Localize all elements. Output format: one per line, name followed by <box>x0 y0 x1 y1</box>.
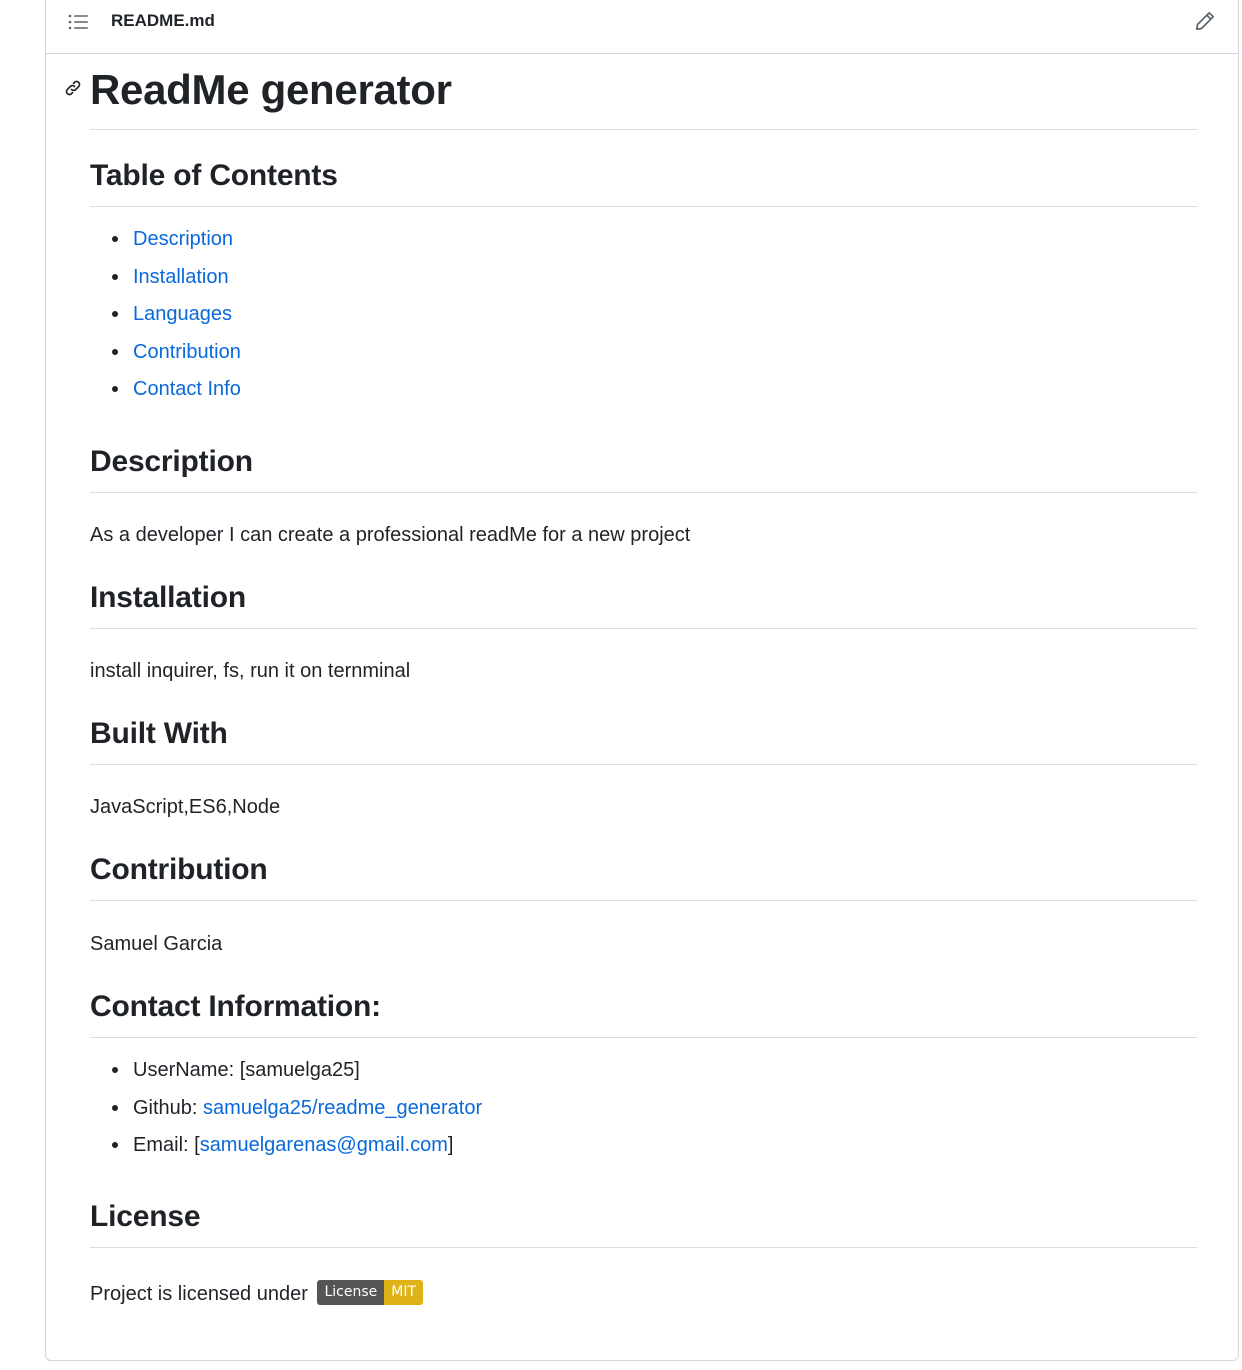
email-label: Email: <box>133 1134 195 1156</box>
built-with-heading: Built With <box>90 714 1197 765</box>
toc-link-installation[interactable]: Installation <box>133 265 229 288</box>
toc-link-description[interactable]: Description <box>133 228 234 250</box>
description-text: As a developer I can create a professional readMe for a new project <box>90 524 691 546</box>
email-open-bracket: [ <box>194 1134 200 1156</box>
email-link[interactable]: samuelgarenas@gmail.com <box>199 1134 448 1156</box>
badge-value: MIT <box>384 1280 423 1305</box>
description-heading: Description <box>90 442 1197 493</box>
readme-container <box>45 0 1239 1361</box>
github-label: Github: <box>133 1096 204 1119</box>
contact-list <box>90 1056 482 1169</box>
file-name[interactable]: README.md <box>111 11 215 30</box>
toc-heading: Table of Contents <box>90 156 1197 207</box>
contact-heading: Contact Information: <box>90 987 1197 1038</box>
license-line <box>90 1280 423 1308</box>
list-item <box>133 1056 482 1084</box>
link-icon[interactable] <box>63 78 83 98</box>
license-text: Project is licensed under <box>90 1283 308 1305</box>
toc-link-contribution[interactable]: Contribution <box>133 340 241 363</box>
installation-heading: Installation <box>90 578 1197 629</box>
list-item <box>133 338 241 366</box>
license-badge[interactable] <box>317 1280 423 1305</box>
github-link[interactable]: samuelga25/readme_generator <box>203 1096 483 1119</box>
badge-label: License <box>317 1280 384 1305</box>
built-with-text: JavaScript,ES6,Node <box>90 796 281 818</box>
list-item <box>133 263 241 291</box>
list-item <box>133 225 241 253</box>
readme-header <box>46 0 1238 54</box>
contribution-text: Samuel Garcia <box>90 933 223 955</box>
email-close-bracket: ] <box>447 1134 454 1156</box>
list-item <box>133 300 241 328</box>
toc-link-languages[interactable]: Languages <box>133 303 232 325</box>
list-item <box>133 1094 482 1122</box>
installation-text: install inquirer, fs, run it on ternminal <box>90 660 411 682</box>
list-item <box>133 1131 482 1159</box>
username-value: [samuelga25] <box>239 1059 360 1081</box>
list-item <box>133 375 241 403</box>
username-label: UserName: <box>133 1059 240 1081</box>
list-unordered-icon[interactable] <box>68 13 88 31</box>
contribution-heading: Contribution <box>90 850 1197 901</box>
readme-title: ReadMe generator <box>90 63 1197 130</box>
toc-list <box>90 225 241 413</box>
license-heading: License <box>90 1197 1197 1248</box>
pencil-icon[interactable] <box>1194 10 1216 32</box>
toc-link-contact-info[interactable]: Contact Info <box>133 378 241 400</box>
